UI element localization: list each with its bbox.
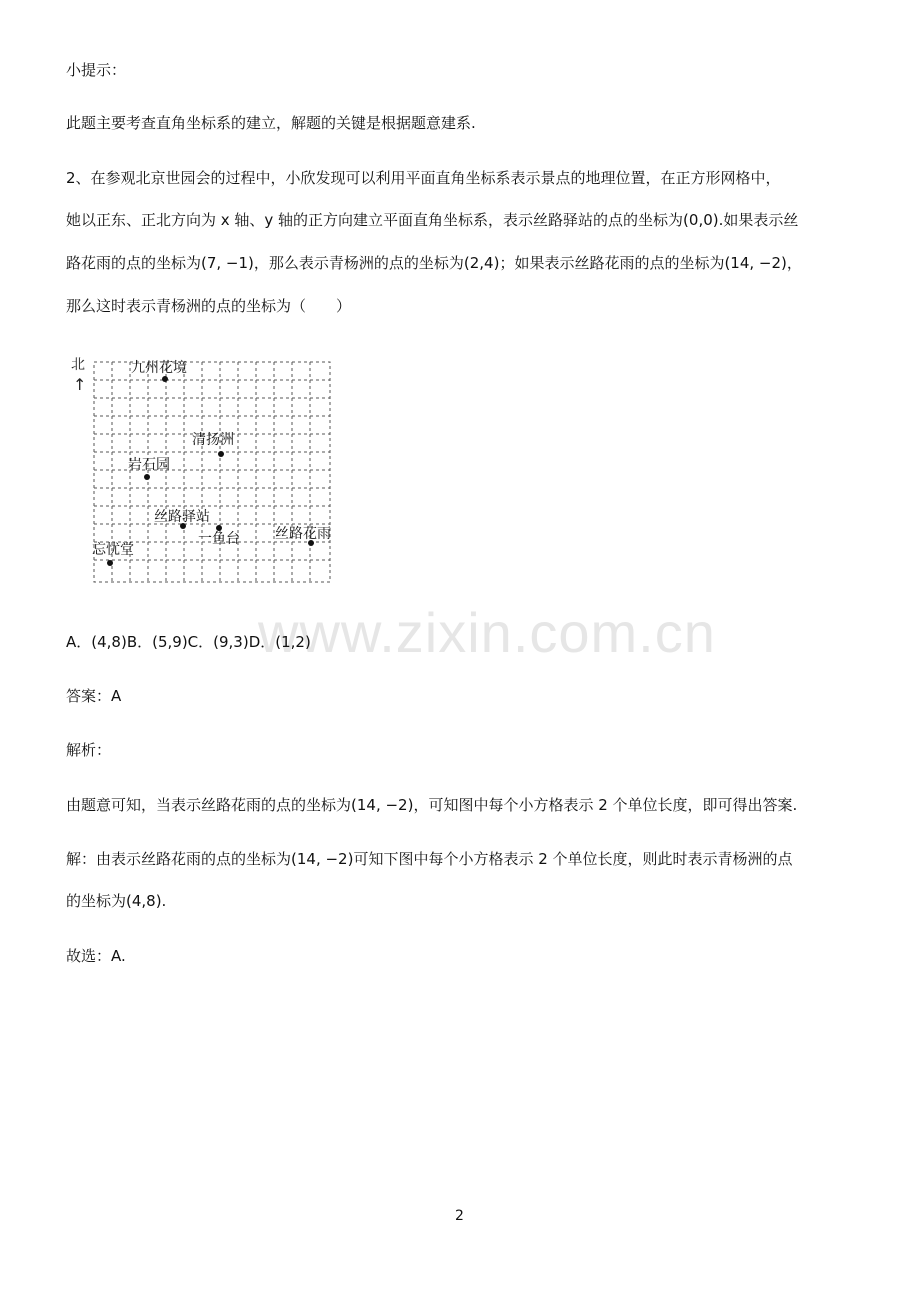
point-wangyou [107,560,113,566]
answer: 答案：A [66,687,122,705]
conclusion: 故选：A. [66,947,126,965]
page-number: 2 [455,1208,464,1224]
label-qingyang: 清扬洲 [192,432,234,448]
label-silu-huayu: 丝路花雨 [275,526,331,542]
question-line-3: 路花雨的点的坐标为(7, −1)，那么表示青杨洲的点的坐标为(2,4)；如果表示丝路花雨的点的坐标为(14, −2)， [66,254,802,272]
solution-line-2: 的坐标为(4,8). [66,892,167,910]
hint-text: 此题主要考查直角坐标系的建立，解题的关键是根据题意建系. [66,114,476,132]
point-qingyang [218,451,224,457]
analysis-label: 解析： [66,741,112,759]
map-grid-figure [66,350,356,590]
analysis-text: 由题意可知，当表示丝路花雨的点的坐标为(14, −2)，可知图中每个小方格表示 2 个单位长度，即可得出答案. [66,796,798,814]
label-yiyu: 一鱼台 [198,531,240,547]
hint-label: 小提示： [66,61,127,79]
question-line-1: 2、在参观北京世园会的过程中，小欣发现可以利用平面直角坐标系表示景点的地理位置，在正方形网格中， [66,169,781,187]
north-label: 北 [71,357,85,373]
point-yanshi [144,474,150,480]
question-line-2: 她以正东、正北方向为 x 轴、y 轴的正方向建立平面直角坐标系，表示丝路驿站的点的坐标为(0,0).如果表示丝 [66,211,799,229]
label-yanshi: 岩石园 [128,457,170,473]
label-jiuzhou: 九州花境 [131,360,187,376]
watermark: www.zixin.com.cn [258,601,716,664]
question-line-4: 那么这时表示青杨洲的点的坐标为（ ） [66,297,352,315]
answer-options: A．(4,8)B．(5,9)C．(9,3)D．(1,2) [66,633,311,651]
north-arrow-icon: ↑ [73,375,87,394]
point-jiuzhou [162,376,168,382]
solution-line-1: 解：由表示丝路花雨的点的坐标为(14, −2)可知下图中每个小方格表示 2 个单位长度，则此时表示青杨洲的点 [66,850,793,868]
label-wangyou: 忘忧堂 [92,542,134,558]
label-silu-yizhan: 丝路驿站 [154,509,210,525]
